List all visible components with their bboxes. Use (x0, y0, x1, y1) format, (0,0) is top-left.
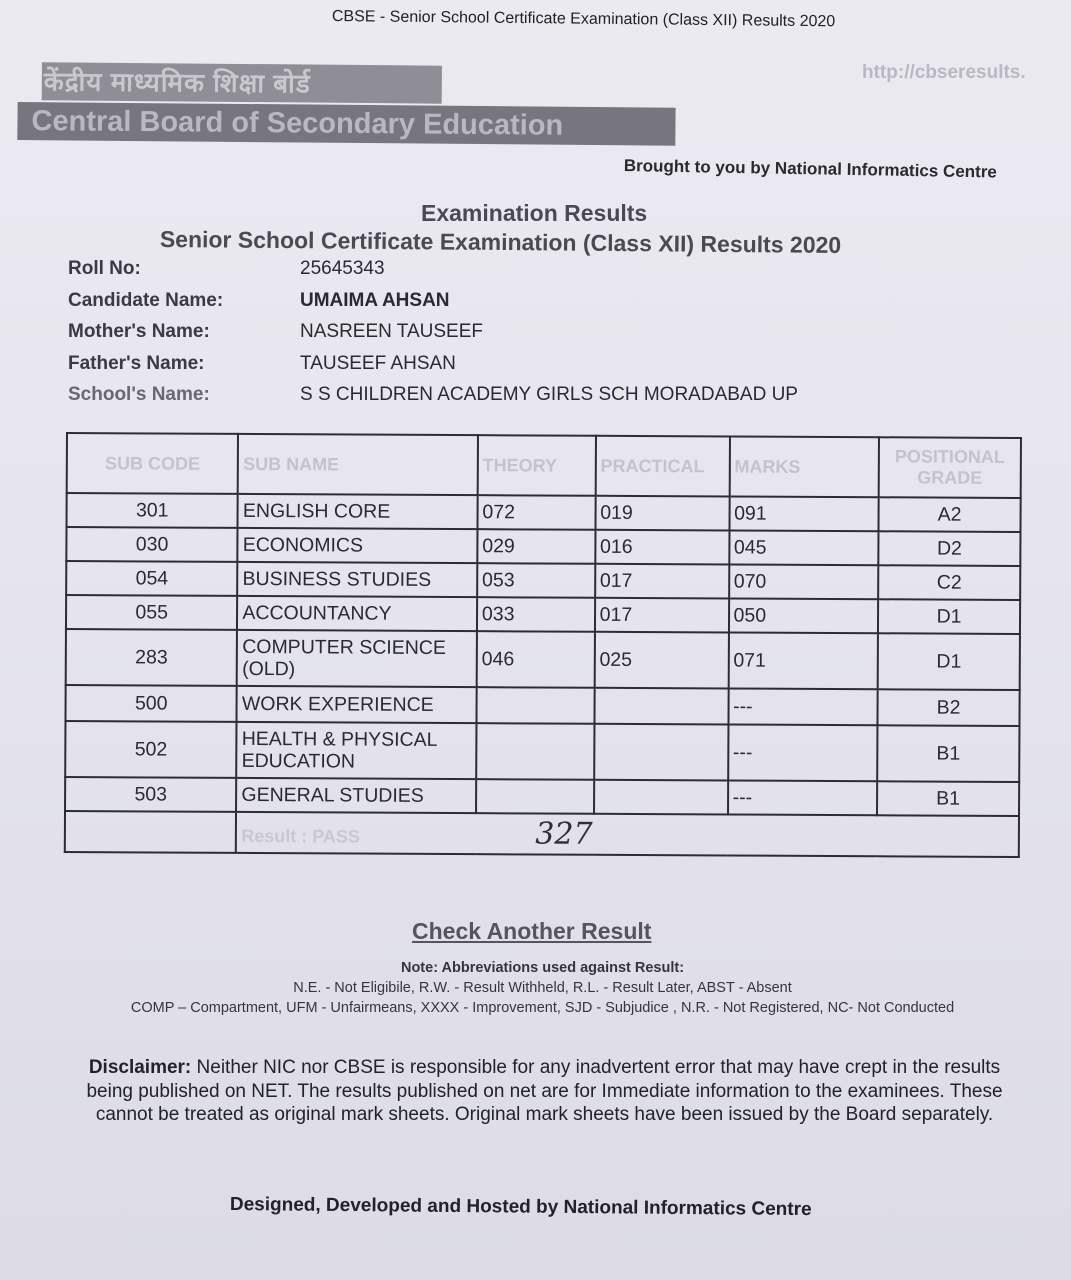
result-row (65, 811, 1019, 857)
practical-marks (594, 780, 728, 815)
total-marks: 045 (729, 530, 879, 565)
roll-value: 25645343 (300, 258, 385, 279)
total-marks: --- (728, 688, 878, 725)
abbreviations-note (0, 958, 1071, 1018)
theory-marks: 033 (477, 597, 595, 632)
disclaimer (82, 1056, 1007, 1127)
practical-marks (594, 688, 728, 725)
father-name-row (68, 353, 968, 385)
sub-code: 502 (65, 721, 237, 778)
sub-name: ECONOMICS (238, 528, 478, 563)
board-name-english: Central Board of Secondary Education (17, 102, 675, 146)
sub-name: GENERAL STUDIES (236, 778, 476, 813)
candidate-info (68, 258, 968, 416)
total-marks: --- (728, 780, 878, 815)
cbse-banner (17, 62, 676, 148)
theory-marks: 053 (477, 563, 595, 598)
theory-marks (476, 687, 594, 724)
header-positional-grade: POSITIONAL GRADE (879, 437, 1021, 498)
results-subtitle: Senior School Certificate Examination (Class XII) Results 2020 (159, 226, 842, 258)
roll-label: Roll No: (68, 258, 141, 279)
page-header-title: CBSE - Senior School Certificate Examination (Class XII) Results 2020 (331, 8, 836, 31)
total-marks: 050 (728, 598, 878, 633)
sub-code: 055 (66, 595, 238, 630)
designed-by-text: Designed, Developed and Hosted by National Informatics Centre (229, 1194, 812, 1221)
header-practical: PRACTICAL (595, 436, 729, 497)
note-line-1: N.E. - Not Eligibile, R.W. - Result Withheld, R.L. - Result Later, ABST - Absent (293, 980, 792, 996)
sub-name: WORK EXPERIENCE (237, 686, 477, 723)
theory-marks: 046 (477, 631, 595, 688)
school-name-value: S S CHILDREN ACADEMY GIRLS SCH MORADABAD UP (300, 384, 798, 405)
header-theory: THEORY (478, 435, 596, 496)
school-name-row (68, 384, 968, 416)
sub-name: ENGLISH CORE (238, 494, 478, 529)
practical-marks: 017 (595, 598, 729, 633)
positional-grade: B1 (877, 781, 1019, 816)
total-marks: --- (728, 724, 878, 781)
result-cell (236, 812, 1019, 857)
header-marks: MARKS (729, 436, 879, 497)
theory-marks: 072 (477, 495, 595, 530)
total-marks: 071 (728, 632, 878, 689)
mother-name-row (68, 321, 968, 353)
roll-row (68, 258, 968, 290)
table-row (66, 561, 1020, 600)
practical-marks: 017 (595, 564, 729, 599)
theory-marks (476, 779, 594, 814)
positional-grade: A2 (879, 497, 1021, 532)
sub-code: 054 (66, 561, 238, 596)
father-name-label: Father's Name: (68, 352, 205, 374)
marks-table (64, 432, 1022, 858)
sub-code: 030 (66, 527, 238, 562)
father-name-value: TAUSEEF AHSAN (300, 352, 456, 374)
result-empty-cell (65, 811, 237, 853)
positional-grade: B2 (878, 689, 1020, 726)
practical-marks (594, 724, 728, 781)
handwritten-total: 327 (535, 816, 593, 852)
sub-code: 301 (67, 493, 239, 528)
school-name-label: School's Name: (68, 384, 210, 405)
sub-name: COMPUTER SCIENCE (OLD) (237, 630, 477, 687)
theory-marks: 029 (477, 529, 595, 564)
header-sub-code: SUB CODE (67, 433, 239, 494)
practical-marks: 025 (594, 632, 728, 689)
disclaimer-label: Disclaimer: (88, 1057, 192, 1078)
board-name-hindi: केंद्रीय माध्यमिक शिक्षा बोर्ड (42, 62, 442, 103)
sub-code: 283 (66, 629, 238, 686)
note-line-2: COMP – Compartment, UFM - Unfairmeans, XXXX - Improvement, SJD - Subjudice , N.R. - Not Registered, NC- Not Conducted (130, 1000, 955, 1016)
mother-name-label: Mother's Name: (68, 321, 210, 342)
table-row (66, 629, 1020, 690)
positional-grade: D1 (878, 633, 1020, 690)
positional-grade: D1 (878, 599, 1020, 634)
table-row (66, 595, 1020, 634)
total-marks: 070 (729, 564, 879, 599)
site-url: http://cbseresults. (862, 62, 1026, 83)
theory-marks (476, 723, 594, 780)
disclaimer-text: Neither NIC nor CBSE is responsible for any inadvertent error that may have crept in the results being published on NET. The results published on net are for Immediate information to the examinees. These cannot be treated as original mark sheets. Original mark sheets have been issued by the Board separately. (86, 1057, 1003, 1125)
practical-marks: 016 (595, 530, 729, 565)
positional-grade: C2 (878, 565, 1020, 600)
mother-name-value: NASREEN TAUSEEF (300, 321, 484, 342)
sub-name: HEALTH & PHYSICAL EDUCATION (237, 722, 477, 779)
positional-grade: D2 (878, 531, 1020, 566)
check-another-result-link[interactable]: Check Another Result (412, 918, 652, 944)
practical-marks: 019 (595, 496, 729, 531)
candidate-name-label: Candidate Name: (68, 289, 224, 311)
total-marks: 091 (729, 496, 879, 531)
table-row (65, 777, 1019, 816)
table-row (67, 493, 1021, 532)
sub-name: ACCOUNTANCY (237, 596, 477, 631)
positional-grade: B1 (877, 725, 1019, 782)
table-row (65, 685, 1019, 726)
sub-name: BUSINESS STUDIES (237, 562, 477, 597)
candidate-name-row (68, 290, 968, 322)
note-heading: Note: Abbreviations used against Result: (400, 960, 685, 976)
header-sub-name: SUB NAME (238, 434, 478, 495)
table-header-row (67, 433, 1021, 498)
table-row (66, 527, 1020, 566)
result-status: Result : PASS (241, 825, 360, 847)
table-row (65, 721, 1019, 782)
candidate-name-value: UMAIMA AHSAN (300, 289, 450, 311)
sub-code: 503 (65, 777, 237, 812)
sub-code: 500 (65, 685, 237, 722)
brought-by-text: Brought to you by National Informatics Centre (623, 156, 998, 182)
results-title: Examination Results (421, 200, 648, 226)
